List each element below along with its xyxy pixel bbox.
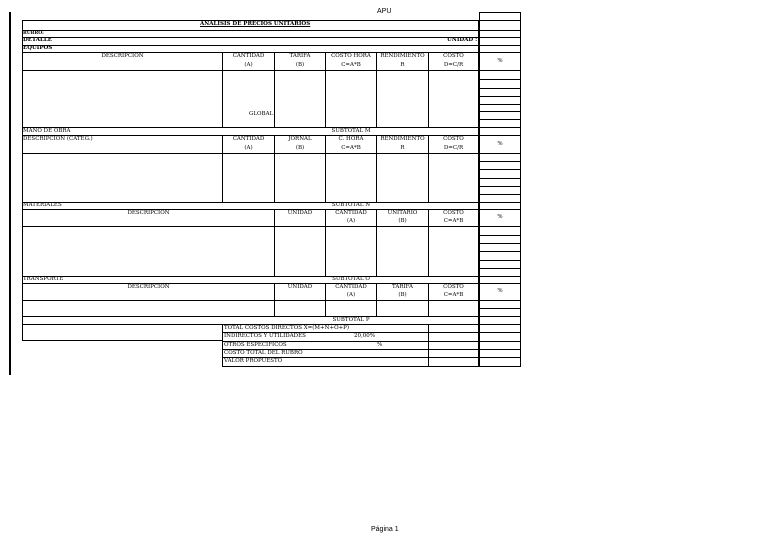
mano-sub-a: (A) [244, 145, 253, 151]
trans-col-unidad: UNIDAD [287, 284, 313, 290]
materiales-percent: % [497, 214, 503, 220]
equipos-col-cantidad: CANTIDAD [232, 53, 265, 59]
equipos-col-rendimiento: RENDIMIENTO [380, 53, 425, 59]
trans-col-descripcion: DESCRIPCION [127, 284, 170, 290]
total-costos-directos: TOTAL COSTOS DIRECTOS X=(M+N+O+P) [224, 325, 350, 331]
subtotal-o: SUBTOTAL O [332, 276, 370, 282]
equipos-col-tarifa: TARIFA [289, 53, 311, 59]
equipos-sub-b: (B) [295, 62, 305, 68]
subtotal-m: SUBTOTAL M [331, 128, 371, 134]
mano-sub-r: R [400, 145, 405, 151]
page-footer: Página 1 [371, 526, 399, 533]
otros-especificos: OTROS ESPECIFICOS [224, 342, 287, 348]
equipos-col-costo: COSTO [443, 53, 464, 59]
trans-sub-b: (B) [398, 292, 407, 298]
rubro-label: RUBRO: [23, 31, 44, 36]
valor-propuesto: VALOR PROPUESTO [224, 358, 283, 364]
equipos-sub-d: D=C/R [443, 62, 464, 68]
indirectos-value: 20,00% [354, 333, 375, 339]
mat-col-unidad: UNIDAD [287, 210, 313, 216]
detalle-label: DETALLE [23, 37, 52, 43]
mat-col-unitario: UNITARIO [387, 210, 418, 216]
materiales-section: MATERIALES [23, 202, 62, 208]
unidad-label: UNIDAD : [447, 37, 478, 43]
mano-col-rendimiento: RENDIMIENTO [380, 136, 425, 142]
global-label: GLOBAL [249, 111, 274, 117]
mano-col-cantidad: CANTIDAD [232, 136, 265, 142]
subtotal-p: SUBTOTAL P [332, 317, 370, 323]
equipos-percent: % [497, 58, 503, 64]
costo-total-rubro: COSTO TOTAL DEL RUBRO [224, 350, 303, 356]
mano-percent: % [497, 141, 503, 147]
transporte-percent: % [497, 288, 503, 294]
mat-col-costo: COSTO [443, 210, 464, 216]
equipos-sub-c: C=A*B [341, 62, 361, 68]
left-margin-bar [9, 12, 11, 375]
mano-sub-b: (B) [295, 145, 305, 151]
page-title: ANALISIS DE PRECIOS UNITARIOS [200, 21, 311, 27]
mat-sub-b: (B) [398, 218, 407, 224]
trans-sub-c: C=A*B [443, 292, 464, 298]
trans-col-cantidad: CANTIDAD [335, 284, 367, 290]
indirectos-utilidades: INDIRECTOS Y UTILIDADES [224, 333, 306, 339]
subtotal-n: SUBTOTAL N [331, 202, 371, 208]
mat-col-cantidad: CANTIDAD [335, 210, 367, 216]
otros-value: % [377, 342, 383, 348]
mat-sub-a: (A) [346, 218, 356, 224]
mat-col-descripcion: DESCRIPCION [127, 210, 170, 216]
mano-col-c-hora: C. HORA [338, 136, 364, 142]
mano-sub-d: D=C/R [443, 145, 464, 151]
transporte-section: TRANSPORTE [23, 276, 64, 282]
equipos-sub-r: R [400, 62, 405, 68]
mat-sub-c: C=A*B [443, 218, 464, 224]
trans-col-tarifa: TARIFA [392, 284, 413, 290]
equipos-sub-a: (A) [244, 62, 253, 68]
equipos-col-costo-hora: COSTO HORA [331, 53, 371, 59]
page-header: APU [377, 8, 392, 15]
mano-col-descripcion: DESCRIPCION (CATEG.) [23, 136, 93, 142]
mano-col-jornal: JORNAL [288, 136, 312, 142]
equipos-col-descripcion: DESCRIPCION [101, 53, 144, 59]
trans-sub-a: (A) [346, 292, 356, 298]
mano-sub-c: C=A*B [341, 145, 361, 151]
equipos-section: EQUIPOS [23, 45, 53, 51]
trans-col-costo: COSTO [443, 284, 464, 290]
mano-obra-section: MANO DE OBRA [23, 128, 71, 134]
mano-col-costo: COSTO [443, 136, 464, 142]
